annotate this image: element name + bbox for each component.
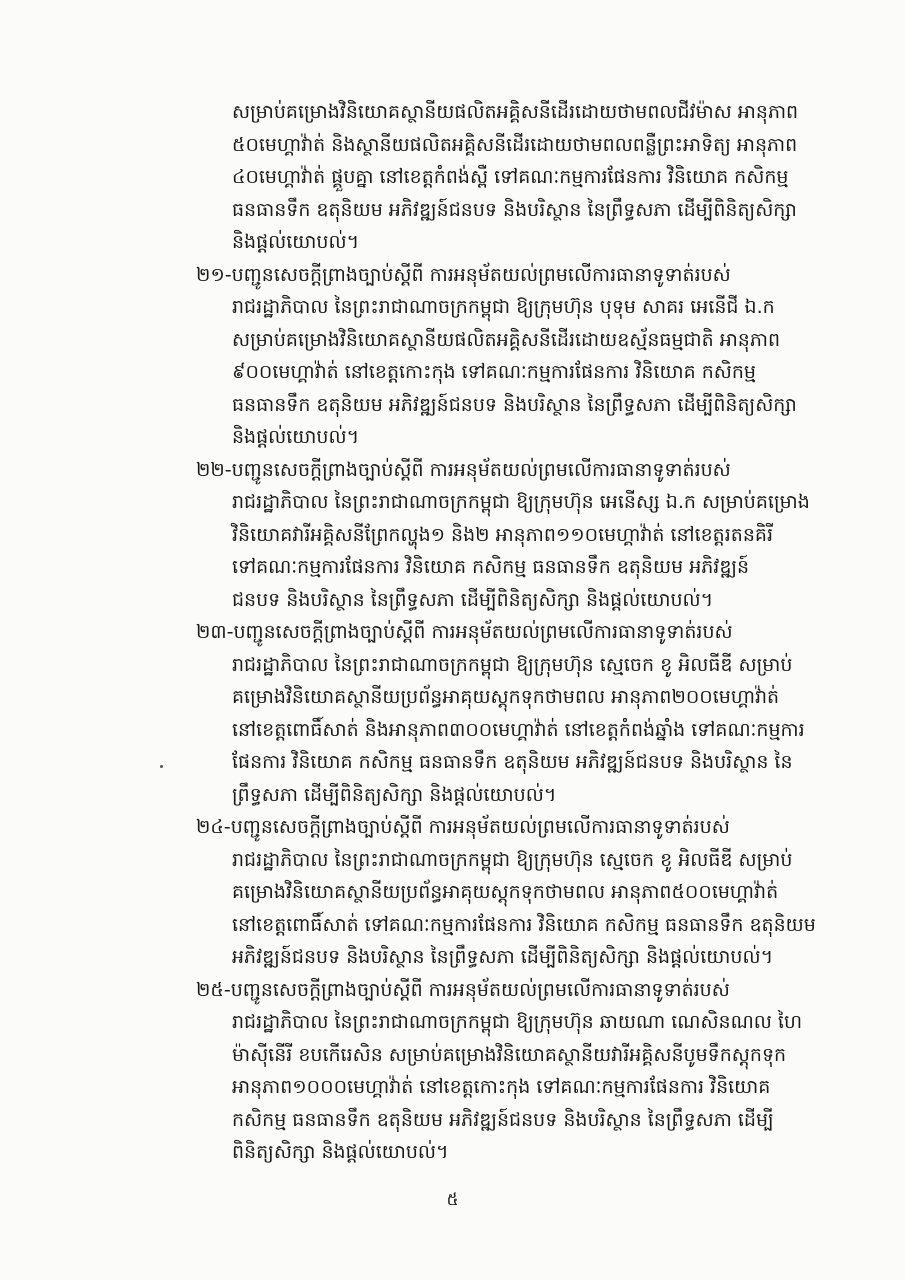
text-line: ធនធានទឹក ឧតុនិយម អភិវឌ្ឍន៍ជនបទ និងបរិស្ថាន នៃព្រឹទ្ធសភា ដើម្បីពិនិត្យសិក្សា [232, 393, 797, 416]
text-line: សម្រាប់គម្រោងវិនិយោគស្ថានីយផលិតអគ្គិសនីដើរដោយថាមពលជីវម៉ាស អានុភាព [232, 101, 799, 123]
text-line: ៥០មេហ្គាវ៉ាត់ និងស្ថានីយផលិតអគ្គិសនីដើរដោយថាមពលពន្លឺព្រះអាទិត្យ អានុភាព [232, 133, 798, 156]
text-line: អានុភាព១០០០មេហ្គាវ៉ាត់ នៅខេត្តកោះកុង ទៅគណៈកម្មការផែនការ វិនិយោគ [232, 1076, 771, 1098]
text-line: នៅខេត្តពោធិ៍សាត់ និងអានុភាព៣០០មេហ្គាវ៉ាត់ នៅខេត្តកំពង់ឆ្នាំង ទៅគណៈកម្មការ [232, 718, 805, 741]
text-line: វិនិយោគវារីអគ្គិសនីព្រែកល្ហុង១ និង២ អានុភាព១១០មេហ្គាវ៉ាត់ នៅខេត្តរតនគិរី [232, 523, 773, 546]
scan-speck [160, 765, 163, 768]
text-line: ព្រឹទ្ធសភា ដើម្បីពិនិត្យសិក្សា និងផ្ដល់យោបល់។ [232, 783, 557, 806]
text-line: និងផ្ដល់យោបល់។ [232, 231, 360, 253]
document-body [196, 96, 826, 1169]
text-line: ធនធានទឹក ឧតុនិយម អភិវឌ្ឍន៍ជនបទ និងបរិស្ថាន នៃព្រឹទ្ធសភា ដើម្បីពិនិត្យសិក្សា [232, 198, 797, 221]
text-line: រាជរដ្ឋាភិបាល នៃព្រះរាជាណាចក្រកម្ពុជា ឱ្យក្រុមហ៊ុន ស្មេចេក ខូ អិលធីឌី សម្រាប់ [232, 653, 793, 676]
item-heading-line: ២១-បញ្ជូនសេចក្ដីព្រាងច្បាប់ស្ដីពី ការអនុម័តយល់ព្រមលើការធានាទូទាត់របស់ [196, 263, 731, 286]
text-line: និងផ្ដល់យោបល់។ [232, 426, 360, 448]
item-heading-line: ២៤-បញ្ជូនសេចក្ដីព្រាងច្បាប់ស្ដីពី ការអនុម័តយល់ព្រមលើការធានាទូទាត់របស់ [196, 816, 730, 838]
text-line: កសិកម្ម ធនធានទឹក ឧតុនិយម អភិវឌ្ឍន៍ជនបទ និងបរិស្ថាន នៃព្រឹទ្ធសភា ដើម្បី [232, 1108, 774, 1131]
text-line: សម្រាប់គម្រោងវិនិយោគស្ថានីយផលិតអគ្គិសនីដើរដោយឧស្ម័នធម្មជាតិ អានុភាព [232, 328, 781, 351]
text-line: នៅខេត្តពោធិ៍សាត់ ទៅគណៈកម្មការផែនការ វិនិយោគ កសិកម្ម ធនធានទឹក ឧតុនិយម [232, 913, 816, 936]
text-line: គម្រោងវិនិយោគស្ថានីយប្រព័ន្ធអាគុយស្តុកទុកថាមពល អានុភាព២០០មេហ្គាវ៉ាត់ [232, 686, 780, 708]
agenda-item-24 [196, 811, 826, 974]
item-heading-line: ២២-បញ្ជូនសេចក្ដីព្រាងច្បាប់ស្ដីពី ការអនុម័តយល់ព្រមលើការធានាទូទាត់របស់ [196, 458, 731, 481]
text-line: ជនបទ និងបរិស្ថាន នៃព្រឹទ្ធសភា ដើម្បីពិនិត្យសិក្សា និងផ្ដល់យោបល់។ [232, 588, 714, 611]
text-line: គម្រោងវិនិយោគស្ថានីយប្រព័ន្ធអាគុយស្តុកទុកថាមពល អានុភាព៥០០មេហ្គាវ៉ាត់ [232, 881, 779, 903]
page-number: ៥ [446, 1190, 459, 1210]
text-line: រាជរដ្ឋាភិបាល នៃព្រះរាជាណាចក្រកម្ពុជា ឱ្យក្រុមហ៊ុន ឆាយណា ណេសិនណល ហៃ [232, 1011, 803, 1033]
text-line: ទៅគណៈកម្មការផែនការ វិនិយោគ កសិកម្ម ធនធានទឹក ឧតុនិយម អភិវឌ្ឍន៍ [232, 556, 750, 578]
text-line: ផែនការ វិនិយោគ កសិកម្ម ធនធានទឹក ឧតុនិយម អភិវឌ្ឍន៍ជនបទ និងបរិស្ថាន នៃ [232, 751, 793, 773]
item-heading-line: ២៣-បញ្ជូនសេចក្ដីព្រាងច្បាប់ស្ដីពី ការអនុម័តយល់ព្រមលើការធានាទូទាត់របស់ [196, 621, 733, 643]
agenda-item-23 [196, 616, 826, 811]
text-line: រាជរដ្ឋាភិបាល នៃព្រះរាជាណាចក្រកម្ពុជា ឱ្យក្រុមហ៊ុន បុទុម សាគរ អេនើជី ឯ.ក [232, 296, 775, 318]
agenda-item-22 [196, 454, 826, 617]
text-line: ពិនិត្យសិក្សា និងផ្ដល់យោបល់។ [232, 1141, 449, 1163]
item-heading-line: ២៥-បញ្ជូនសេចក្ដីព្រាងច្បាប់ស្ដីពី ការអនុម័តយល់ព្រមលើការធានាទូទាត់របស់ [196, 978, 730, 1001]
agenda-item-21 [196, 259, 826, 454]
agenda-item-25 [196, 974, 826, 1169]
text-line: ម៉ាស៊ីនើរី ខបកើរេសិន សម្រាប់គម្រោងវិនិយោគស្ថានីយវារីអគ្គិសនីបូមទឹកស្តុកទុក [232, 1043, 787, 1066]
intro-paragraph [196, 96, 826, 259]
text-line: ៩០០មេហ្គាវ៉ាត់ នៅខេត្តកោះកុង ទៅគណៈកម្មការផែនការ វិនិយោគ កសិកម្ម [232, 361, 756, 383]
text-line: អភិវឌ្ឍន៍ជនបទ និងបរិស្ថាន នៃព្រឹទ្ធសភា ដើម្បីពិនិត្យសិក្សា និងផ្ដល់យោបល់។ [232, 946, 774, 968]
text-line: ៤០មេហ្គាវ៉ាត់ ផ្គួបគ្នា នៅខេត្តកំពង់ស្ពឺ ទៅគណៈកម្មការផែនការ វិនិយោគ កសិកម្ម [232, 166, 789, 188]
text-line: រាជរដ្ឋាភិបាល នៃព្រះរាជាណាចក្រកម្ពុជា ឱ្យក្រុមហ៊ុន អេនើស្ស ឯ.ក សម្រាប់គម្រោង [232, 491, 810, 513]
text-line: រាជរដ្ឋាភិបាល នៃព្រះរាជាណាចក្រកម្ពុជា ឱ្យក្រុមហ៊ុន ស្មេចេក ខូ អិលធីឌី សម្រាប់ [232, 848, 793, 871]
